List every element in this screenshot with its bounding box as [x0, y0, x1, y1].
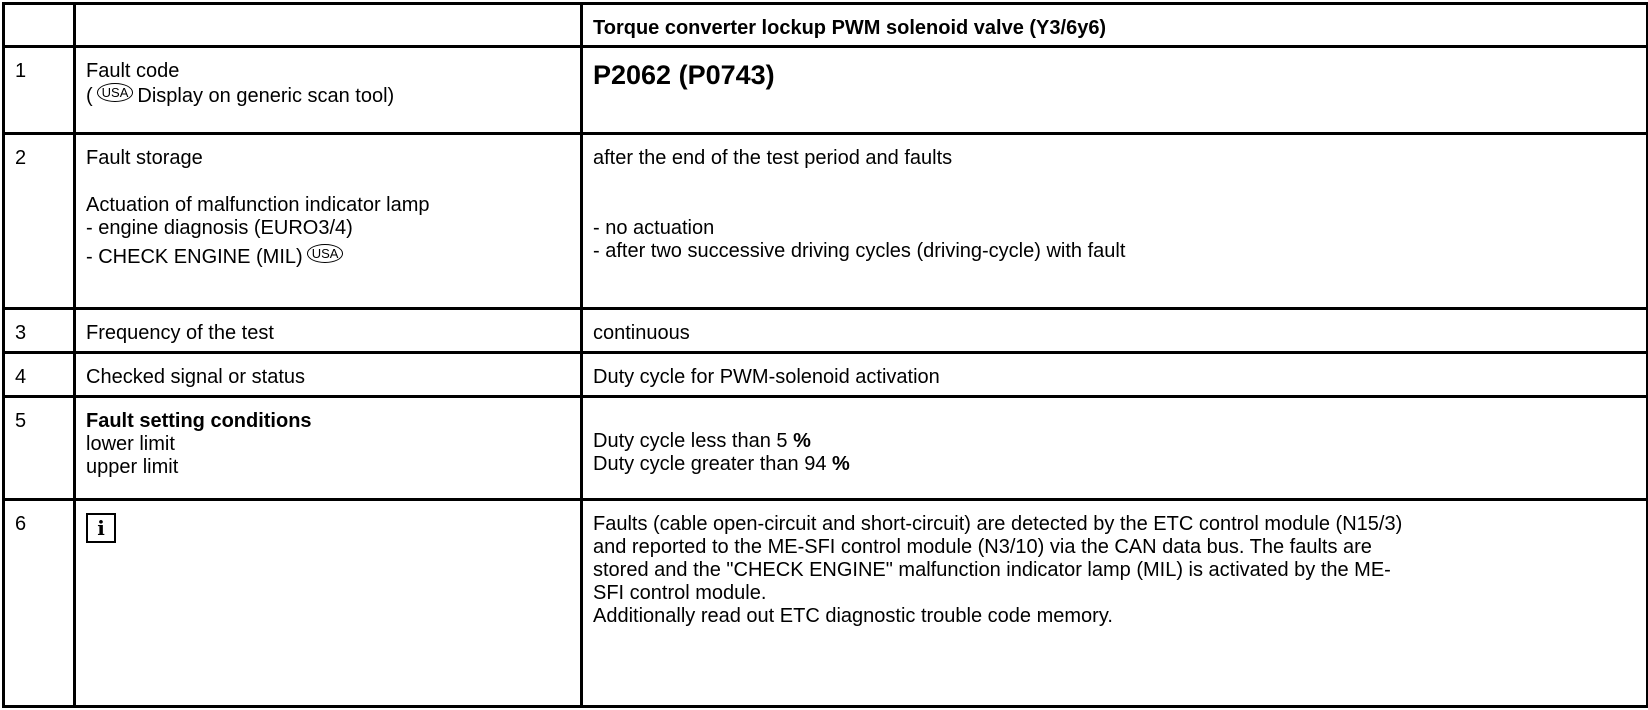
row-value-cell [582, 134, 1648, 309]
row-number: 5 [4, 397, 75, 500]
table-row [4, 309, 1648, 353]
row-value-line: - after two successive driving cycles (driving-cycle) with fault [593, 240, 1126, 262]
row-value-cell [582, 47, 1648, 134]
fault-spec-table [2, 2, 1648, 708]
header-num-cell [4, 4, 75, 47]
row-number: 1 [4, 47, 75, 134]
row-value-line: and reported to the ME-SFI control module (N3/10) via the CAN data bus. The faults are [593, 536, 1372, 558]
row-label: Checked signal or status [75, 353, 582, 397]
usa-badge-icon: USA [97, 83, 134, 102]
row-value-cell [582, 397, 1648, 500]
row-label-sub: ( USA Display on generic scan tool) [86, 85, 395, 107]
row-label-cell [75, 397, 582, 500]
row-value-line: Additionally read out ETC diagnostic trouble code memory. [593, 605, 1113, 627]
row-value-line: Faults (cable open-circuit and short-circuit) are detected by the ETC control module (N15/3) [593, 513, 1403, 535]
row-label: Fault setting conditions [86, 410, 312, 432]
row-number: 2 [4, 134, 75, 309]
row-label-line: Actuation of malfunction indicator lamp [86, 194, 430, 216]
row-number: 4 [4, 353, 75, 397]
row-label: Frequency of the test [75, 309, 582, 353]
row-value: continuous [582, 309, 1648, 353]
header-title: Torque converter lockup PWM solenoid valve (Y3/6y6) [582, 4, 1648, 47]
row-label-cell [75, 134, 582, 309]
row-label-cell [75, 47, 582, 134]
row-label-line: - CHECK ENGINE (MIL) USA [86, 244, 570, 269]
row-value: Duty cycle for PWM-solenoid activation [582, 353, 1648, 397]
table-header-row [4, 4, 1648, 47]
row-value: after the end of the test period and faults [593, 147, 953, 169]
table-row [4, 134, 1648, 309]
table-row [4, 47, 1648, 134]
usa-badge-icon: USA [307, 244, 344, 263]
row-label-line: - engine diagnosis (EURO3/4) [86, 217, 353, 239]
row-value-line: stored and the "CHECK ENGINE" malfunction indicator lamp (MIL) is activated by the ME- [593, 559, 1391, 581]
table-row [4, 500, 1648, 707]
row-value-line: - no actuation [593, 217, 715, 239]
row-value-line: Duty cycle less than 5 % [593, 430, 811, 452]
row-label-line: lower limit [86, 433, 175, 455]
row-label-cell [75, 500, 582, 707]
row-number: 6 [4, 500, 75, 707]
row-label: Fault code [86, 60, 180, 82]
header-label-cell [75, 4, 582, 47]
table-row [4, 397, 1648, 500]
row-number: 3 [4, 309, 75, 353]
row-label-line: upper limit [86, 456, 179, 478]
row-value-line: SFI control module. [593, 582, 767, 604]
fault-code-value: P2062 (P0743) [593, 60, 775, 90]
table-row [4, 353, 1648, 397]
info-icon: i [86, 513, 116, 543]
row-label: Fault storage [86, 147, 203, 169]
row-value-cell [582, 500, 1648, 707]
row-value-line: Duty cycle greater than 94 % [593, 453, 850, 475]
